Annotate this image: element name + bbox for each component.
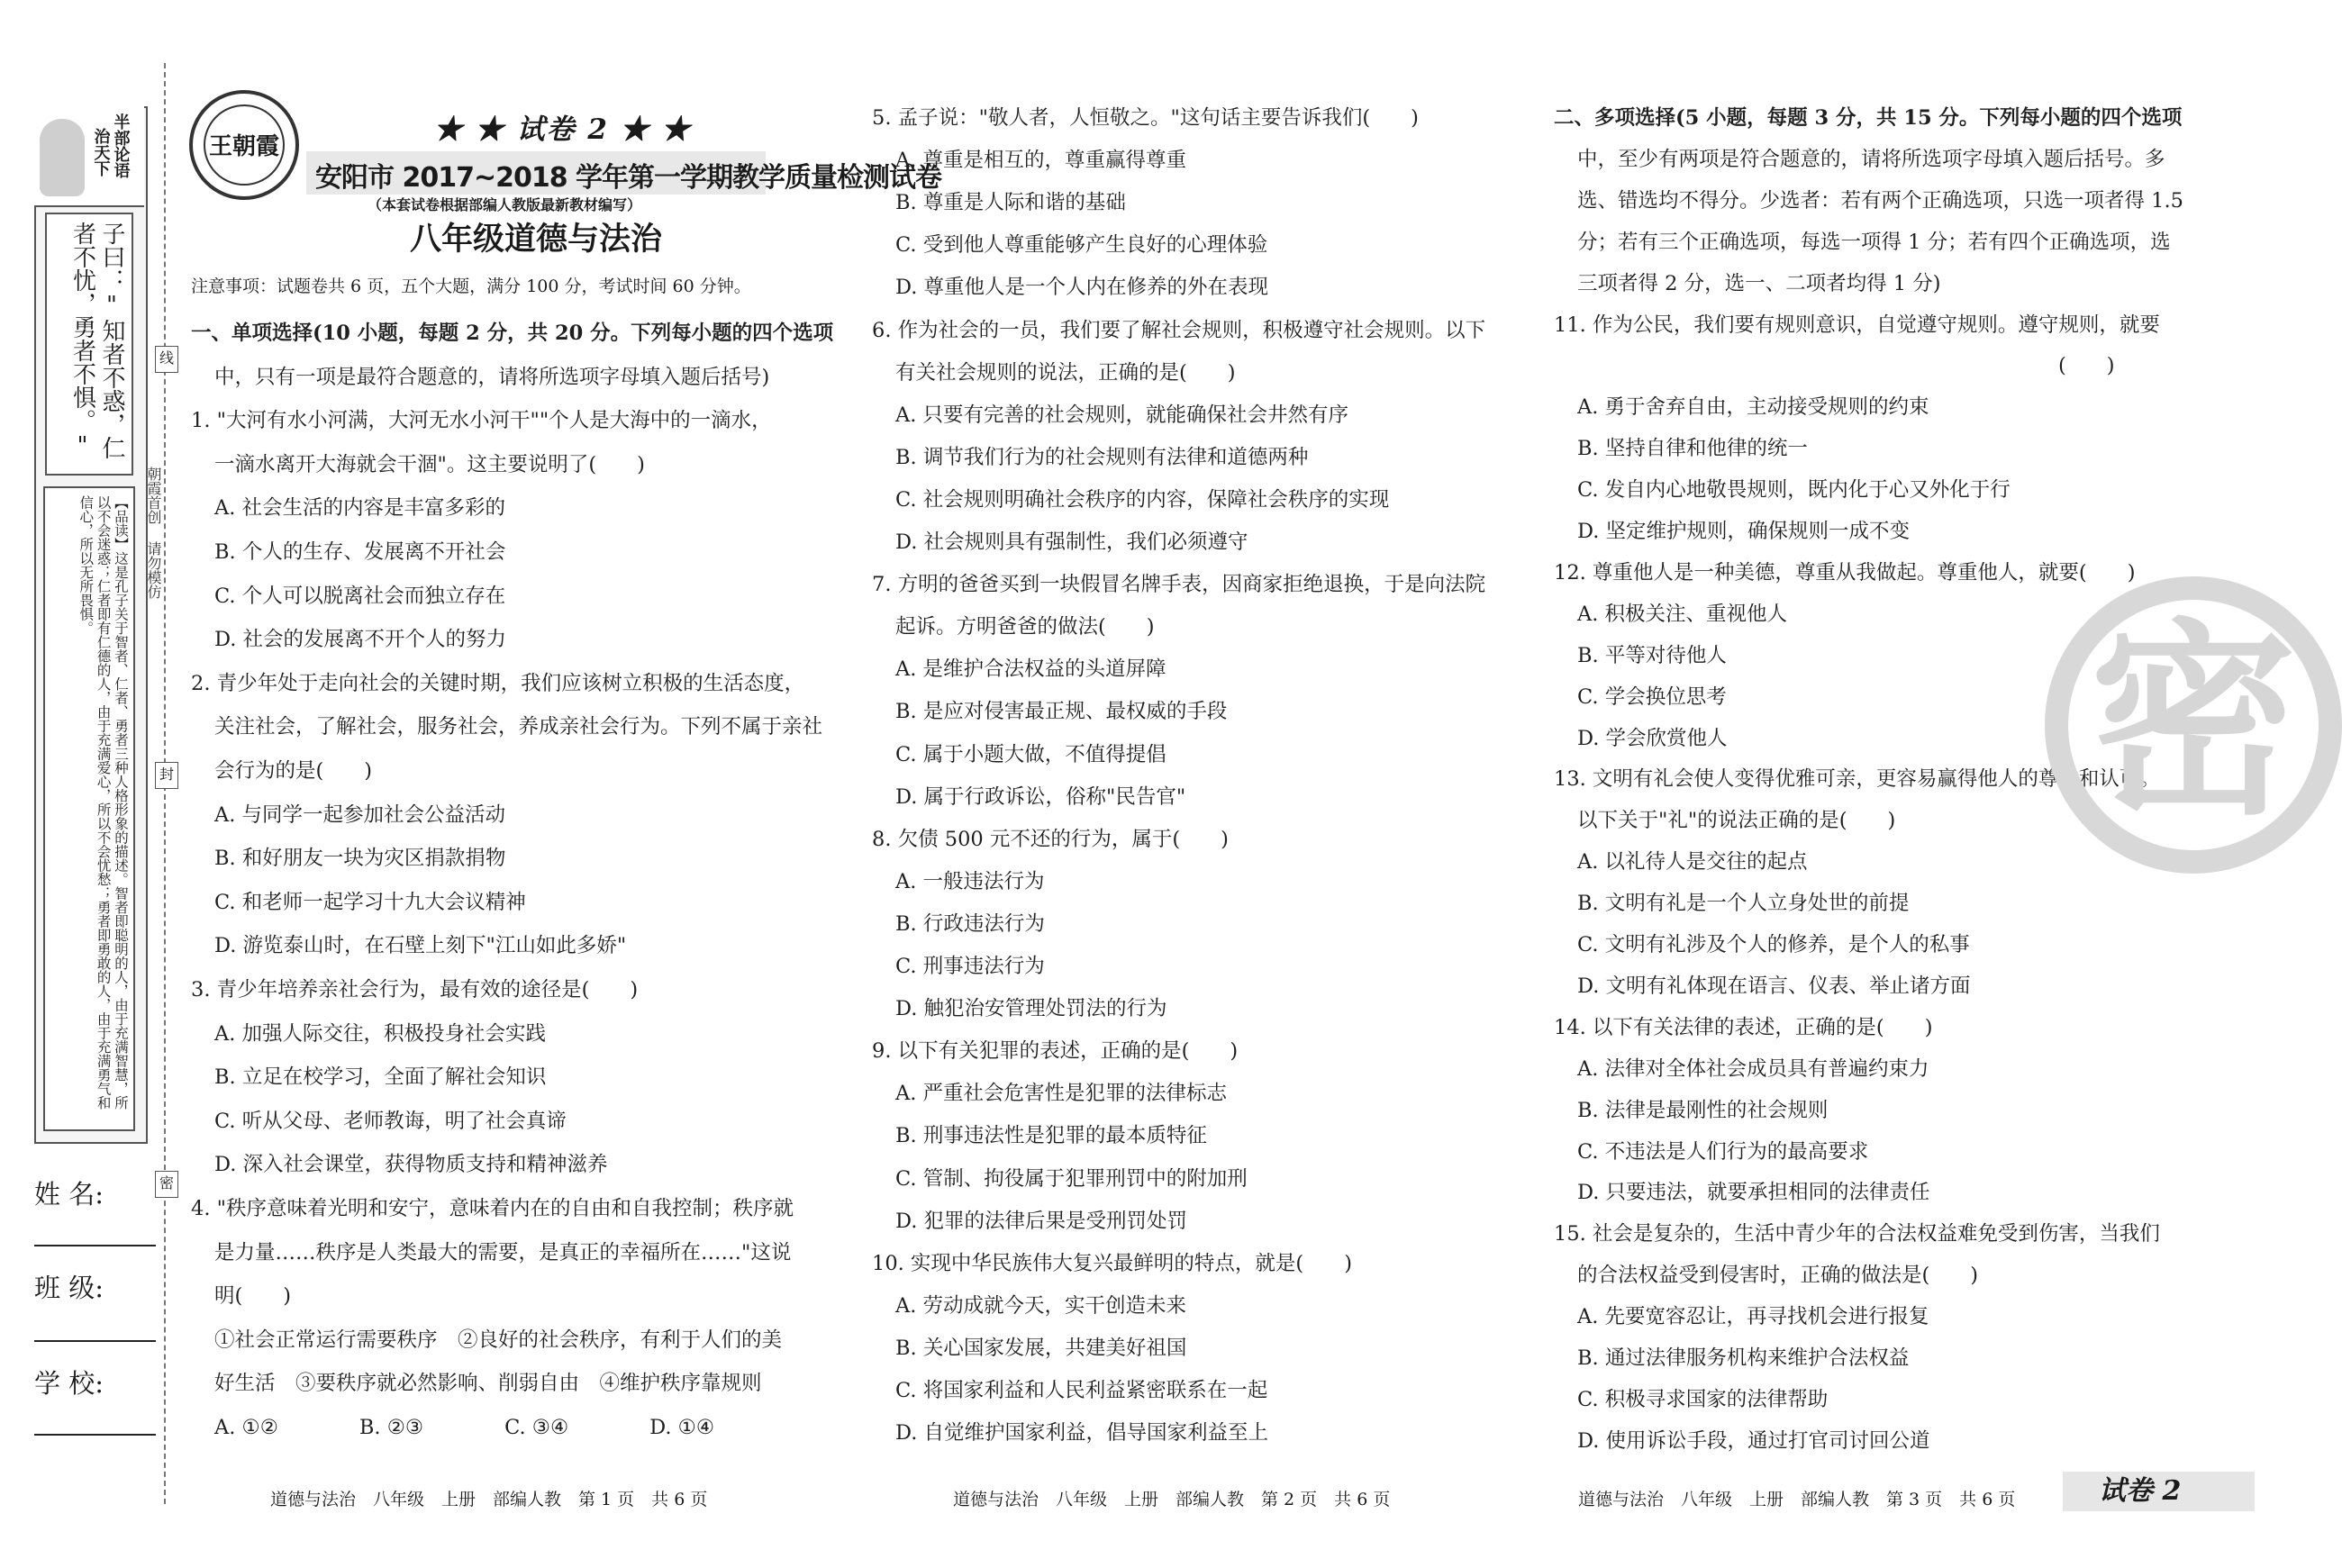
question-line: B. 文明有礼是一个人立身处世的前提 [1577,892,1910,916]
confidential-watermark: 密 [2045,576,2342,874]
section-heading: 一、单项选择(10 小题，每题 2 分，共 20 分。下列每小题的四个选项 [191,322,834,345]
question-line: C. 将国家利益和人民利益紧密联系在一起 [895,1379,1268,1402]
question-line: D. 社会规则具有强制性，我们必须遵守 [895,530,1248,554]
question-line: D. 属于行政诉讼，俗称"民告官" [895,784,1186,809]
question-line: C. 个人可以脱离社会而独立存在 [214,584,506,608]
question-column-1 [191,317,834,1443]
question-line: A. 以礼待人是交往的起点 [1577,850,1808,875]
question-line: 一滴水离开大海就会干涸"。这主要说明了( ) [214,452,645,476]
footer-page-2: 道德与法治 八年级 上册 部编人教 第 2 页 共 6 页 [953,1490,1391,1509]
question-column-2 [872,102,1484,1453]
question-stem: 1. "大河有水小河满，大河无水小河干""个人是大海中的一滴水， [191,409,772,433]
class-label: 班 级: [34,1273,104,1303]
question-line: D. 使用诉讼手段，通过打官司讨回公道 [1577,1428,1930,1453]
question-line: D. 文明有礼体现在语言、仪表、举止诸方面 [1577,974,1971,998]
cut-char-mi: 密 [155,1171,178,1198]
exam-subnote: （本套试卷根据部编人教版最新教材编写） [368,196,642,213]
question-stem: 13. 文明有礼会使人变得优雅可亲，更容易赢得他人的尊重和认可。 [1554,767,2160,792]
question-line: B. 立足在校学习，全面了解社会知识 [214,1065,547,1090]
question-stem: 4. "秩序意味着光明和安宁，意味着内在的自由和自我控制；秩序就 [191,1197,794,1220]
question-line: C. 学会换位思考 [1577,684,1727,709]
question-line: 以下关于"礼"的说法正确的是( ) [1577,809,1896,833]
question-line: A. 社会生活的内容是丰富多彩的 [214,496,506,521]
confucius-quote: 子曰："知者不惑，仁者不忧，勇者不惧。" [45,213,133,476]
question-line: C. 受到他人尊重能够产生良好的心理体验 [895,233,1268,258]
question-line: 有关社会规则的说法，正确的是( ) [895,360,1236,385]
question-line: C. 刑事违法行为 [895,955,1045,978]
question-stem: 2. 青少年处于走向社会的关键时期，我们应该树立积极的生活态度， [191,671,805,695]
name-field[interactable] [34,1245,156,1246]
question-line: C. 听从父母、老师教诲，明了社会真谛 [214,1109,567,1133]
banner-line-2: 治天下 [91,128,111,177]
section-heading: 二、多项选择(5 小题，每题 3 分，共 15 分。下列每小题的四个选项 [1554,106,2183,130]
question-line: 分；若有三个正确选项，每选一项得 1 分；若有四个正确选项，选 [1577,230,2171,254]
exam-badge: ★ ★ 试卷 2 ★ ★ [434,113,692,146]
question-stem: 11. 作为公民，我们要有规则意识，自觉遵守规则。遵守规则，就要 [1554,313,2160,337]
school-field[interactable] [34,1434,156,1436]
cut-char-feng: 封 [155,762,178,789]
logo-text: 王朝霞 [204,104,285,186]
question-line: B. 坚持自律和他律的统一 [1577,437,1808,461]
question-line: B. 通过法律服务机构来维护合法权益 [1577,1346,1910,1370]
footer-page-3: 道德与法治 八年级 上册 部编人教 第 3 页 共 6 页 [1578,1490,2016,1509]
question-line: 的合法权益受到侵害时，正确的做法是( ) [1577,1264,1979,1288]
question-line: ( ) [2058,354,2115,378]
question-line: D. 社会的发展离不开个人的努力 [214,628,507,652]
corner-tag: 试卷 2 [2099,1475,2182,1507]
question-line: C. 发自内心地敬畏规则，既内化于心又外化于行 [1577,478,2011,503]
question-line: C. 不违法是人们行为的最高要求 [1577,1139,1869,1164]
question-line: A. 与同学一起参加社会公益活动 [214,802,506,827]
question-stem: 10. 实现中华民族伟大复兴最鲜明的特点，就是( ) [872,1251,1352,1275]
footer-page-1: 道德与法治 八年级 上册 部编人教 第 1 页 共 6 页 [270,1490,708,1509]
question-line: C. 社会规则明确社会秩序的内容，保障社会秩序的实现 [895,487,1390,512]
side-note: 朝霞首创 请勿模仿 [145,467,162,599]
question-line: 是力量……秩序是人类最大的需要，是真正的幸福所在……"这说 [214,1240,792,1264]
question-line: D. 坚定维护规则，确保规则一成不变 [1577,520,1911,543]
question-line: A. 严重社会危害性是犯罪的法律标志 [895,1082,1228,1106]
question-line: D. 游览泰山时，在石壁上刻下"江山如此多娇" [214,934,627,958]
banner-line-1: 半部论语 [111,113,131,178]
question-line: D. 学会欣赏他人 [1577,726,1728,750]
question-line: B. 是应对侵害最正规、最权威的手段 [895,700,1228,724]
name-label: 姓 名: [34,1179,104,1210]
question-line: B. 法律是最刚性的社会规则 [1577,1098,1829,1122]
question-line: C. 属于小题大做，不值得提倡 [895,742,1166,766]
question-line: A. 勇于舍弃自由，主动接受规则的约束 [1577,395,1929,420]
question-line: 关注社会，了解社会，服务社会，养成亲社会行为。下列不属于亲社 [214,715,823,739]
exam-title: 安阳市 2017~2018 学年第一学期教学质量检测试卷 [315,162,942,194]
question-stem: 14. 以下有关法律的表述，正确的是( ) [1554,1015,1933,1039]
question-stem: 9. 以下有关犯罪的表述，正确的是( ) [872,1039,1239,1064]
question-line: A. 尊重是相互的，尊重赢得尊重 [895,149,1187,173]
question-line: B. 调节我们行为的社会规则有法律和道德两种 [895,445,1309,469]
question-line: 明( ) [214,1284,292,1309]
question-line: A. ①② B. ②③ C. ③④ D. ①④ [214,1416,715,1439]
question-line: C. 文明有礼涉及个人的修养，是个人的私事 [1577,933,1970,956]
question-line: A. 法律对全体社会成员具有普遍约束力 [1577,1056,1929,1081]
question-line: B. 平等对待他人 [1577,643,1727,667]
question-stem: 7. 方明的爸爸买到一块假冒名牌手表，因商家拒绝退换，于是向法院 [872,573,1486,597]
school-label: 学 校: [34,1368,104,1399]
question-line: C. 和老师一起学习十九大会议精神 [214,890,526,914]
question-line: B. 个人的生存、发展离不开社会 [214,540,506,564]
reading-note: 【品读】这是孔子关于智者、仁者、勇者三种人格形象的描述。智者即聪明的人，由于充满智慧，所以不会迷惑；仁者即有仁德的人，由于充满爱心，所以不会忧愁；勇者即勇敢的人，由于充满勇气和信心，所以无所畏惧。 [43,486,135,1131]
question-line: A. 是维护合法权益的头道屏障 [895,657,1166,682]
question-line: 选、错选均不得分。少选者：若有两个正确选项，只选一项者得 1.5 [1577,188,2183,213]
question-stem: 12. 尊重他人是一种美德，尊重从我做起。尊重他人，就要( ) [1554,560,2136,585]
question-line: A. 加强人际交往，积极投身社会实践 [214,1021,547,1046]
sidebar-banner [34,106,144,207]
question-line: 三项者得 2 分，选一、二项者均得 1 分) [1577,271,1941,295]
question-line: A. 一般违法行为 [895,869,1045,893]
question-line: 好生活 ③要秩序就必然影响、削弱自由 ④维护秩序靠规则 [214,1372,762,1396]
question-line: D. 自觉维护国家利益，倡导国家利益至上 [895,1421,1269,1446]
question-line: 中，只有一项是最符合题意的，请将所选项字母填入题后括号) [214,365,770,389]
question-line: D. 触犯治安管理处罚法的行为 [895,997,1167,1021]
question-line: B. 行政违法行为 [895,911,1045,936]
question-line: A. 先要宽容忍让，再寻找机会进行报复 [1577,1305,1929,1329]
subject-title: 八年级道德与法治 [410,222,663,258]
question-stem: 3. 青少年培养亲社会行为，最有效的途径是( ) [191,978,639,1002]
question-line: 中，至少有两项是符合题意的，请将所选项字母填入题后括号。多 [1577,147,2165,171]
question-line: B. 尊重是人际和谐的基础 [895,191,1126,215]
question-line: D. 只要违法，就要承担相同的法律责任 [1577,1181,1930,1205]
question-line: ①社会正常运行需要秩序 ②良好的社会秩序，有利于人们的美 [214,1328,783,1352]
cut-char-xian: 线 [155,346,178,373]
question-line: 起诉。方明爸爸的做法( ) [895,615,1155,639]
question-line: A. 只要有完善的社会规则，就能确保社会井然有序 [895,403,1349,427]
question-line: D. 犯罪的法律后果是受刑罚处罚 [895,1209,1188,1233]
question-line: C. 管制、拘役属于犯罪刑罚中的附加刑 [895,1166,1248,1191]
question-line: B. 刑事违法性是犯罪的最本质特征 [895,1124,1207,1148]
question-line: C. 积极寻求国家的法律帮助 [1577,1387,1829,1411]
exam-notice: 注意事项：试题卷共 6 页，五个大题，满分 100 分，考试时间 60 分钟。 [191,276,751,296]
confucius-figure-icon [40,119,85,196]
question-line: D. 深入社会课堂，获得物质支持和精神滋养 [214,1153,608,1177]
question-line: A. 劳动成就今天，实干创造未来 [895,1293,1187,1318]
question-stem: 8. 欠债 500 元不还的行为，属于( ) [872,827,1229,851]
question-line: A. 积极关注、重视他人 [1577,602,1788,626]
class-field[interactable] [34,1340,156,1342]
question-stem: 6. 作为社会的一员，我们要了解社会规则，积极遵守社会规则。以下 [872,318,1486,342]
question-stem: 5. 孟子说："敬人者，人恒敬之。"这句话主要告诉我们( ) [872,106,1419,130]
question-stem: 15. 社会是复杂的，生活中青少年的合法权益难免受到伤害，当我们 [1554,1222,2160,1246]
question-line: 会行为的是( ) [214,759,373,783]
question-line: B. 关心国家发展，共建美好祖国 [895,1336,1187,1360]
question-line: B. 和好朋友一块为灾区捐款捐物 [214,847,506,871]
question-line: D. 尊重他人是一个人内在修养的外在表现 [895,276,1269,300]
